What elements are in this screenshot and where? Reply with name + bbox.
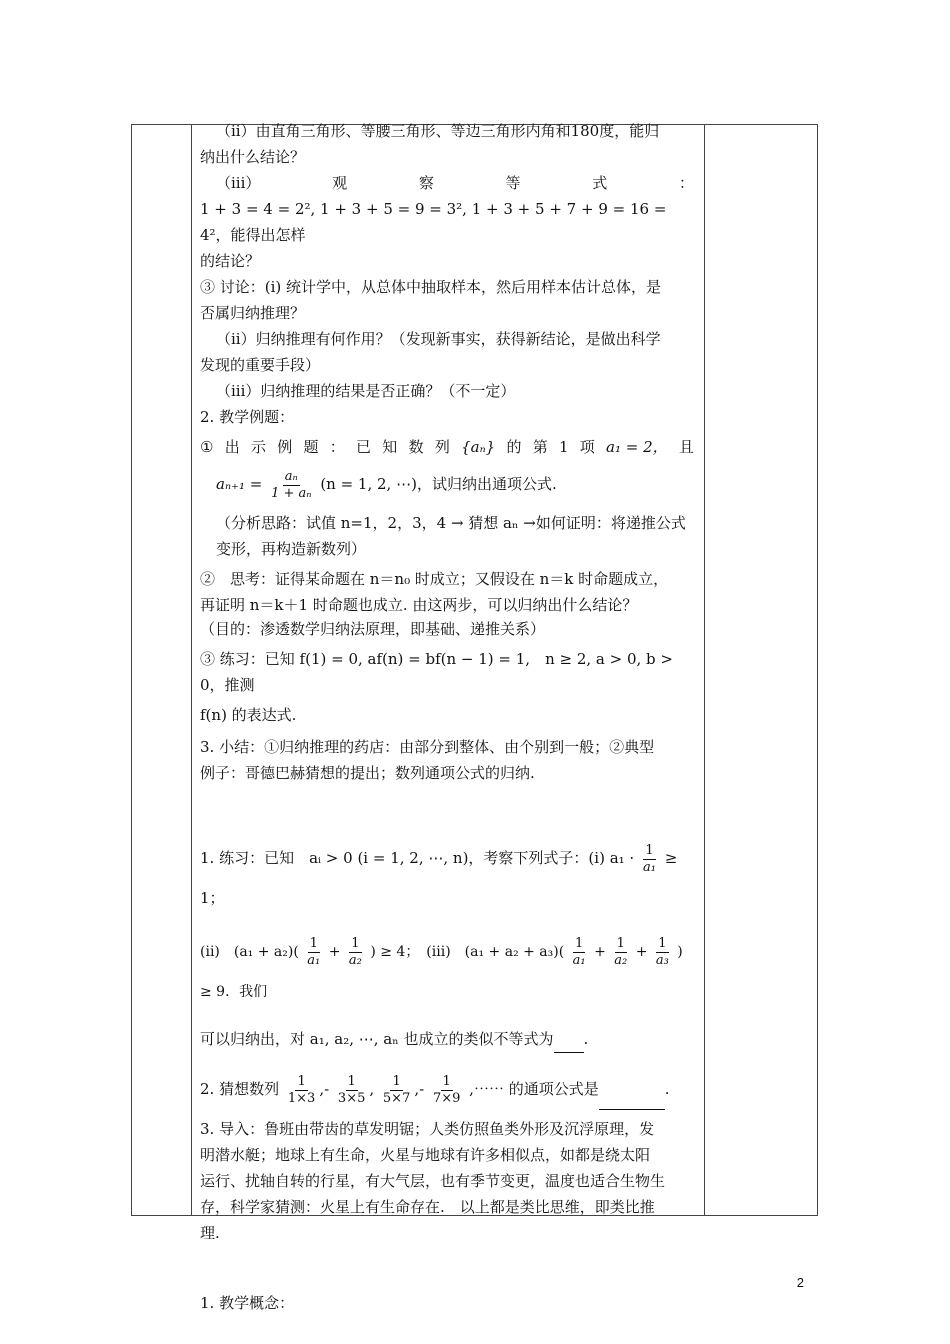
text-line: 运行、扰轴自转的行星，有大气层，也有季节变更，温度也适合生物生	[200, 1172, 666, 1190]
text-line: 存，科学家猜测：火星上有生命存在. 以上都是类比思维，即类比推	[200, 1198, 655, 1216]
text-line: （目的：渗透数学归纳法原理，即基础、递推关系）	[200, 620, 546, 638]
fraction: $\frac{1}{\text{a₁}}$	[642, 842, 656, 875]
text-line: 例子：哥德巴赫猜想的提出；数列通项公式的归纳.	[200, 764, 535, 782]
spacer	[200, 786, 694, 838]
text-line: （ii）归纳推理有何作用？（发现新事实，获得新结论，是做出科学	[216, 330, 661, 348]
exercise-line: 2. 猜想数列 $\frac{1}{1\times 3}$ ,- $\frac{1}{3\times 5}$ , $\frac{1}{5\times 7}$ ,- $\frac{1}{7\times 9}$ ,⋯⋯ 的通项公式是 .	[200, 1069, 694, 1110]
text-line: 再证明 n＝k＋1 时命题也成立. 由这两步，可以归纳出什么结论？	[200, 596, 638, 614]
text-line: 的结论？	[200, 252, 261, 270]
fraction: $\frac{1}{3\times 5}$	[337, 1073, 366, 1106]
fraction: $\frac{1}{\text{a₃}}$	[655, 935, 669, 968]
text-line: ② 思考：证得某命题在 n＝n₀ 时成立；又假设在 n＝k 时命题成立，	[200, 570, 669, 588]
text-line: 理.	[200, 1224, 220, 1242]
text-line: 否属归纳推理？	[200, 304, 306, 322]
text-line: 发现的重要手段）	[200, 356, 321, 374]
fraction: $\frac{\text{aₙ}}{\text{1 + aₙ}}$	[271, 468, 312, 501]
exercise-line: (ii) (a₁ + a₂)( $\frac{1}{\text{a₁}}$ + $\frac{1}{\text{a₂}}$ ) ≥ 4； (iii) (a₁ + a₂ + a₃)( $\frac{1}{\text{a₁}}$ + $\frac{1}{\text{a₂}}$ + $\frac{1}{\text{a₃}}$ ) ≥ 9．我们	[200, 935, 683, 1000]
equation-line: aₙ₊₁ = $\frac{\text{aₙ}}{\text{1 + aₙ}}$ (n = 1, 2, ⋯)，试归纳出通项公式.	[216, 468, 557, 501]
text-line-spread: （iii） 观 察 等 式 ：	[216, 174, 694, 192]
table-column-divider-left	[191, 124, 192, 1216]
lesson-content	[200, 118, 694, 1316]
exercise-line: 可以归纳出，对 a₁, a₂, ⋯, aₙ 也成立的类似不等式为 .	[200, 1026, 694, 1053]
text-line: f(n) 的表达式.	[200, 706, 297, 724]
text-line-spread: ① 出 示 例 题 ： 已 知 数 列 {aₙ} 的 第 1 项 a₁ = 2， 且	[200, 438, 694, 456]
fraction: $\frac{1}{\text{a₂}}$	[348, 935, 362, 968]
text-line: ③ 讨论：(i) 统计学中，从总体中抽取样本，然后用样本估计总体，是	[200, 278, 662, 296]
text-line: 明潜水艇；地球上有生命，火星与地球有许多相似点，如都是绕太阳	[200, 1146, 651, 1164]
text-line: ③ 练习：已知 f(1) = 0, af(n) = bf(n − 1) = 1, n ≥ 2, a > 0, b > 0，推测	[200, 650, 673, 694]
fraction: $\frac{1}{\text{a₁}}$	[572, 935, 586, 968]
section-heading: 2. 教学例题：	[200, 408, 295, 426]
fraction: $\frac{1}{\text{a₂}}$	[614, 935, 628, 968]
answer-blank	[554, 1026, 584, 1053]
text-line: 纳出什么结论？	[200, 148, 306, 166]
answer-blank	[599, 1069, 665, 1110]
section-heading: 1. 教学概念：	[200, 1294, 295, 1312]
text-line: 变形，再构造新数列）	[216, 540, 367, 558]
page-number: 2	[796, 1275, 804, 1290]
text-line: （ii）由直角三角形、等腰三角形、等边三角形内角和180度，能归	[216, 122, 660, 140]
spacer	[200, 1246, 694, 1282]
equation-line: 1 + 3 = 4 = 2², 1 + 3 + 5 = 9 = 3², 1 + 3 + 5 + 7 + 9 = 16 = 4²，能得出怎样	[200, 200, 667, 244]
fraction: $\frac{1}{1\times 3}$	[287, 1073, 316, 1106]
table-column-divider-right	[704, 124, 705, 1216]
fraction: $\frac{1}{7\times 9}$	[432, 1073, 461, 1106]
text-line: （分析思路：试值 n=1，2，3，4 → 猜想 aₙ →如何证明：将递推公式	[216, 514, 686, 532]
text-line: （iii）归纳推理的结果是否正确？（不一定）	[216, 382, 516, 400]
exercise-line: 1. 练习：已知 aᵢ > 0 (i = 1, 2, ⋯, n)，考察下列式子：(i) a₁ · $\frac{1}{\text{a₁}}$ ≥ 1；	[200, 842, 678, 907]
text-line: 3. 导入：鲁班由带齿的草发明锯；人类仿照鱼类外形及沉浮原理，发	[200, 1120, 655, 1138]
fraction: $\frac{1}{\text{a₁}}$	[307, 935, 321, 968]
fraction: $\frac{1}{5\times 7}$	[382, 1073, 411, 1106]
text-line: 3. 小结：①归纳推理的药店：由部分到整体、由个别到一般；②典型	[200, 738, 655, 756]
